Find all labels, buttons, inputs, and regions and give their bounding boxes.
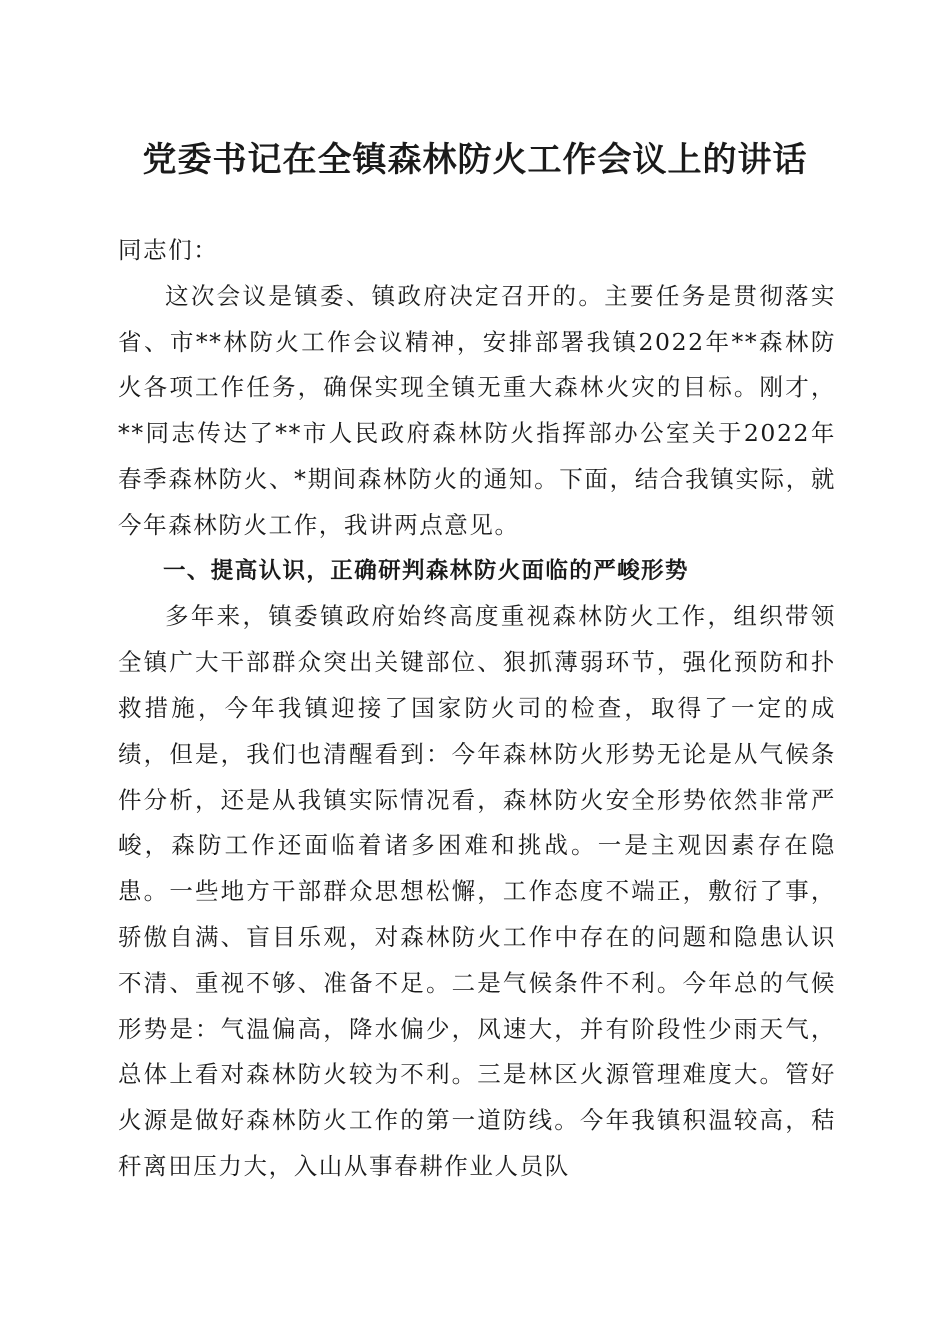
document-body [118, 228, 836, 1190]
section-heading-1: 一、提高认识，正确研判森林防火面临的严峻形势 [163, 557, 689, 584]
document-title: 党委书记在全镇森林防火工作会议上的讲话 [142, 140, 808, 180]
section-1-paragraph: 多年来，镇委镇政府始终高度重视森林防火工作，组织带领全镇广大干部群众突出关键部位、狠抓薄弱环节，强化预防和扑救措施，今年我镇迎接了国家防火司的检查，取得了一定的成绩，但是，我们也清醒看到：今年森林防火形势无论是从气候条件分析，还是从我镇实际情况看，森林防火安全形势依然非常严峻，森防工作还面临着诸多困难和挑战。一是主观因素存在隐患。一些地方干部群众思想松懈，工作态度不端正，敷衍了事，骄傲自满、盲目乐观，对森林防火工作中存在的问题和隐患认识不清、重视不够、准备不足。二是气候条件不利。今年总的气候形势是：气温偏高，降水偏少，风速大，并有阶段性少雨天气，总体上看对森林防火较为不利。三是林区火源管理难度大。管好火源是做好森林防火工作的第一道防线。今年我镇积温较高，秸秆离田压力大，入山从事春耕作业人员队 [118, 602, 836, 1180]
salutation: 同志们： [118, 236, 219, 264]
intro-paragraph: 这次会议是镇委、镇政府决定召开的。主要任务是贯彻落实省、市**林防火工作会议精神，安排部署我镇2022年**森林防火各项工作任务，确保实现全镇无重大森林火灾的目标。刚才，**同志传达了**市人民政府森林防火指挥部办公室关于2022年春季森林防火、*期间森林防火的通知。下面，结合我镇实际，就今年森林防火工作，我讲两点意见。 [118, 281, 836, 539]
